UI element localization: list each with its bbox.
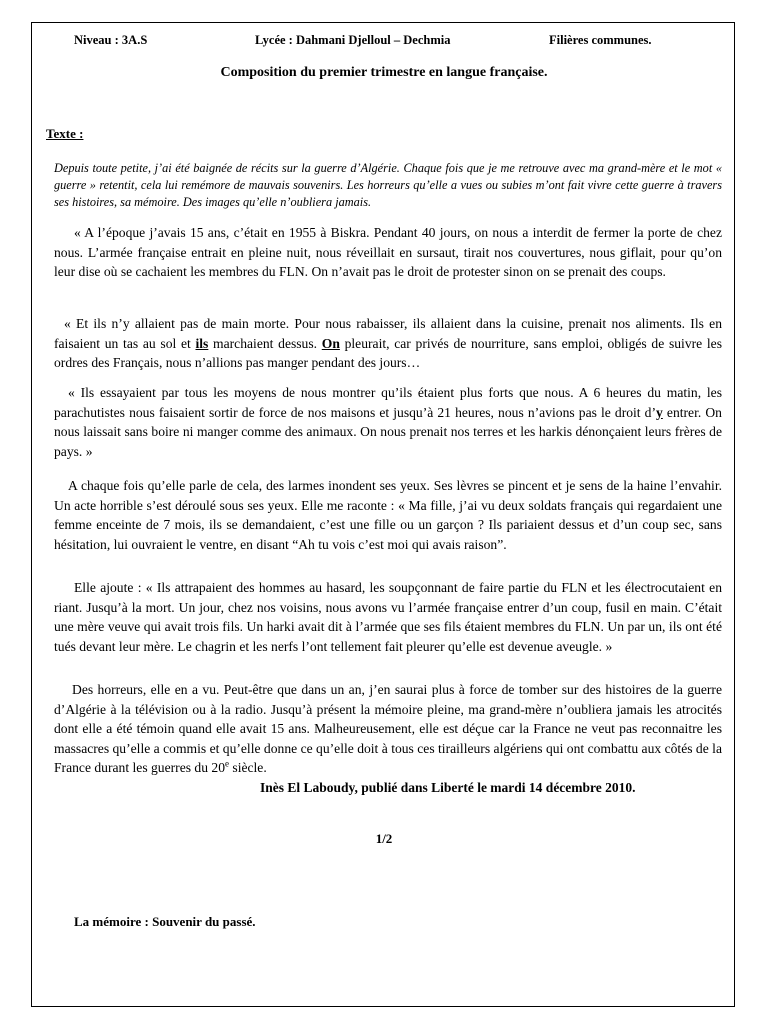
paragraph-3-part-a: « Ils essayaient par tous les moyens de nous montrer qu’ils étaient plus forts que nous. A 6 heures du matin, les parachutistes nous faisaient sortir de force de nos maisons et jusqu’à 21 heures, nous n’avions pas le droit d’ <box>54 385 722 420</box>
paragraph-6-part-b: siècle. <box>229 760 267 775</box>
paragraph-2-part-c: marchaient dessus. <box>208 335 322 351</box>
emphasis-y: y <box>656 404 663 420</box>
source-signature: Inès El Laboudy, publié dans Liberté le mardi 14 décembre 2010. <box>260 780 636 795</box>
emphasis-ils: ils <box>195 335 209 351</box>
paragraph-3 <box>54 383 722 461</box>
header-niveau: Niveau : 3A.S <box>74 33 148 47</box>
paragraph-6-part-a: Des horreurs, elle en a vu. Peut-être que dans un an, j’en saurai plus à force de tomber sur des histoires de la guerre d’Algérie à la télévision ou à la radio. Jusqu’à présent la mémoire pleine, ma grand-mère n’oubliera jamais les atrocités dont elle a été témoin quand elle avait 15 ans. Malheureusement, elle est déçue car la France ne veut pas reconnaitre les massacres qu’elle a commis et qu’elle donne ce qu’elle doit à tous ces tirailleurs algériens qui ont combattu aux côtés de la France durant les guerres du 20 <box>54 682 722 775</box>
paragraph-2-part-e: pleurait, car privés de nourriture, sans emploi, obligés de suivre les ordres des Français, nous n’allions pas manger pendant des jours… <box>54 335 722 370</box>
page-number: 1/2 <box>375 831 393 846</box>
header-lycee: Lycée : Dahmani Djelloul – Dechmia <box>255 33 451 47</box>
emphasis-on: On <box>321 335 340 351</box>
page-title: Composition du premier trimestre en langue française. <box>220 65 548 80</box>
footer-theme: La mémoire : Souvenir du passé. <box>74 914 256 929</box>
paragraph-4: A chaque fois qu’elle parle de cela, des larmes inondent ses yeux. Ses lèvres se pincent et je sens de la haine l’envahir. Un acte horrible s’est déroulé sous ses yeux. Elle me raconte : « Ma fille, j’ai vu deux soldats français qui regardaient une femme enceinte de 7 mois, ils se demandaient, c’est une fille ou un garçon ? Ils pariaient dessus et d’un coup sec, sans hésitation, lui ouvraient le ventre, en disant “Ah tu vois c’est moi qui avais raison”. <box>54 478 722 552</box>
header-filieres: Filières communes. <box>549 33 652 47</box>
paragraph-2-part-a: « Et ils n’y allaient pas de main morte. Pour nous rabaisser, ils allaient dans la cuisine, prenait nos aliments. Ils en faisaient un tas au sol et <box>54 316 722 351</box>
paragraph-3-part-c: entrer. On nous laissait sans boire ni manger comme des animaux. On nous prenait nos terres et les harkis dénonçaient leurs frères de pays. » <box>54 404 722 459</box>
century-superscript: e <box>225 758 229 769</box>
paragraph-1: « A l’époque j’avais 15 ans, c’était en 1955 à Biskra. Pendant 40 jours, on nous a interdit de fermer la porte de chez nous. L’armée française entrait en pleine nuit, nous réveillait en sursaut, tirait nos couvertures, nous giflait, pour qu’on leur dise où se cachaient les membres du FLN. On n’avait pas le droit de protester sinon on se prenait des coups. <box>54 225 722 279</box>
paragraph-6 <box>54 680 722 778</box>
texte-label: Texte : <box>46 126 84 141</box>
paragraph-5: Elle ajoute : « Ils attrapaient des hommes au hasard, les soupçonnant de faire partie du FLN et les électrocutaient en riant. Jusqu’à la mort. Un jour, chez nos voisins, nous avons vu l’armée française entrer d’un coup, fusil en main. C’était une mère veuve qui avait trois fils. Un harki avait dit à l’armée que ses fils étaient membres du FLN. Un par un, ils ont été tués devant leur mère. Le chagrin et les nerfs l’ont tellement fait pleurer qu’elle est devenue aveugle. » <box>54 580 722 654</box>
paragraph-2 <box>54 314 722 373</box>
header-row <box>0 33 768 51</box>
intro-paragraph: Depuis toute petite, j’ai été baignée de récits sur la guerre d’Algérie. Chaque fois que je me retrouve avec ma grand-mère et le mot « guerre » retentit, cela lui remémore de mauvais souvenirs. Les horreurs qu’elle a vues ou subies m’ont fait vivre cette guerre à travers ses histoires, sa mémoire. Des images qu’elle n’oubliera jamais. <box>54 161 722 209</box>
